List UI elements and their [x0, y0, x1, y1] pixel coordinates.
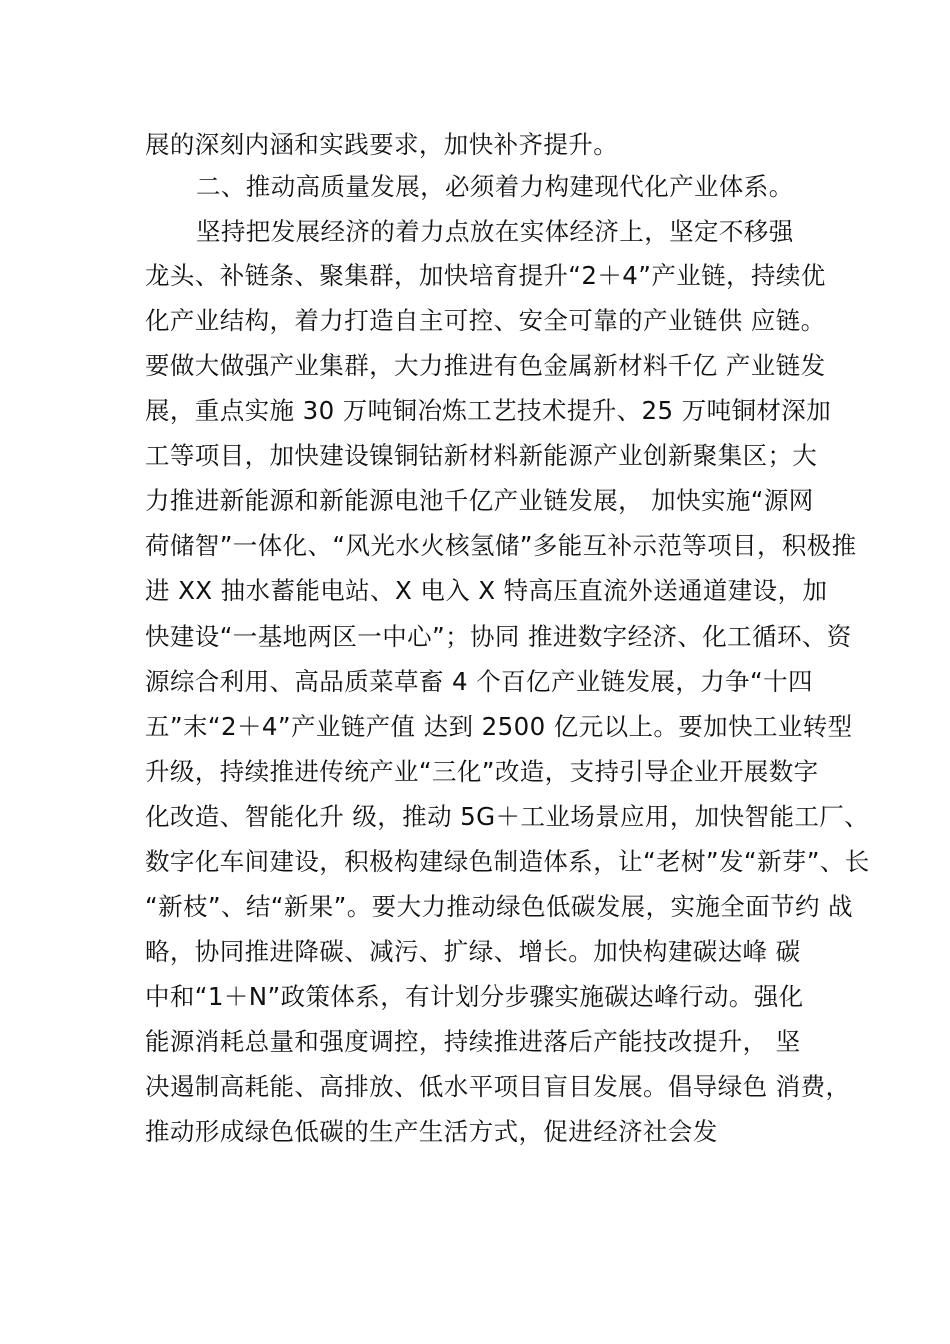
paragraph-line: 工等项目，加快建设镍铜钴新材料新能源产业创新聚集区；大: [145, 441, 818, 470]
paragraph-line: 化改造、智能化升 级，推动 5G＋工业场景应用，加快智能工厂、: [145, 802, 870, 831]
paragraph-line: 快建设“一基地两区一中心”；协同 推进数字经济、化工循环、资: [145, 622, 852, 651]
paragraph-line: 坚持把发展经济的着力点放在实体经济上，坚定不移强: [196, 217, 794, 246]
paragraph-line: “新枝”、结“新果”。要大力推动绿色低碳发展，实施全面节约 战: [145, 892, 853, 921]
paragraph-line: 数字化车间建设，积极构建绿色制造体系，让“老树”发“新芽”、长: [145, 847, 870, 876]
paragraph-line: 龙头、补链条、聚集群，加快培育提升“2＋4”产业链，持续优: [145, 261, 826, 290]
paragraph-line: 荷储智”一体化、“风光水火核氢储”多能互补示范等项目，积极推: [145, 531, 857, 560]
paragraph-line: 展，重点实施 30 万吨铜冶炼工艺技术提升、25 万吨铜材深加: [145, 396, 832, 425]
paragraph-line: 化产业结构，着力打造自主可控、安全可靠的产业链供 应链。: [145, 306, 826, 335]
paragraph-line: 要做大做强产业集群，大力推进有色金属新材料千亿 产业链发: [145, 351, 826, 380]
paragraph-line: 进 XX 抽水蓄能电站、X 电入 X 特高压直流外送通道建设，加: [145, 576, 828, 605]
paragraph-line: 源综合利用、高品质菜草畜 4 个百亿产业链发展，力争“十四: [145, 667, 813, 696]
paragraph-line: 能源消耗总量和强度调控，持续推进落后产能技改提升， 坚: [145, 1027, 801, 1056]
paragraph-line: 升级，持续推进传统产业“三化”改造，支持引导企业开展数字: [145, 757, 819, 786]
paragraph-line: 决遏制高耗能、高排放、低水平项目盲目发展。倡导绿色 消费，: [145, 1072, 851, 1101]
paragraph-line: 展的深刻内涵和实践要求，加快补齐提升。: [145, 130, 619, 159]
paragraph-line: 推动形成绿色低碳的生产生活方式，促进经济社会发: [145, 1117, 718, 1146]
paragraph-line: 中和“1＋N”政策体系，有计划分步骤实施碳达峰行动。强化: [145, 982, 804, 1011]
paragraph-line: 略，协同推进降碳、减污、扩绿、增长。加快构建碳达峰 碳: [145, 937, 801, 966]
paragraph-line: 力推进新能源和新能源电池千亿产业链发展， 加快实施“源网: [145, 486, 814, 515]
paragraph-line: 五”末“2＋4”产业链产值 达到 2500 亿元以上。要加快工业转型: [145, 712, 853, 741]
section-heading: 二、推动高质量发展，必须着力构建现代化产业体系。: [196, 172, 794, 201]
